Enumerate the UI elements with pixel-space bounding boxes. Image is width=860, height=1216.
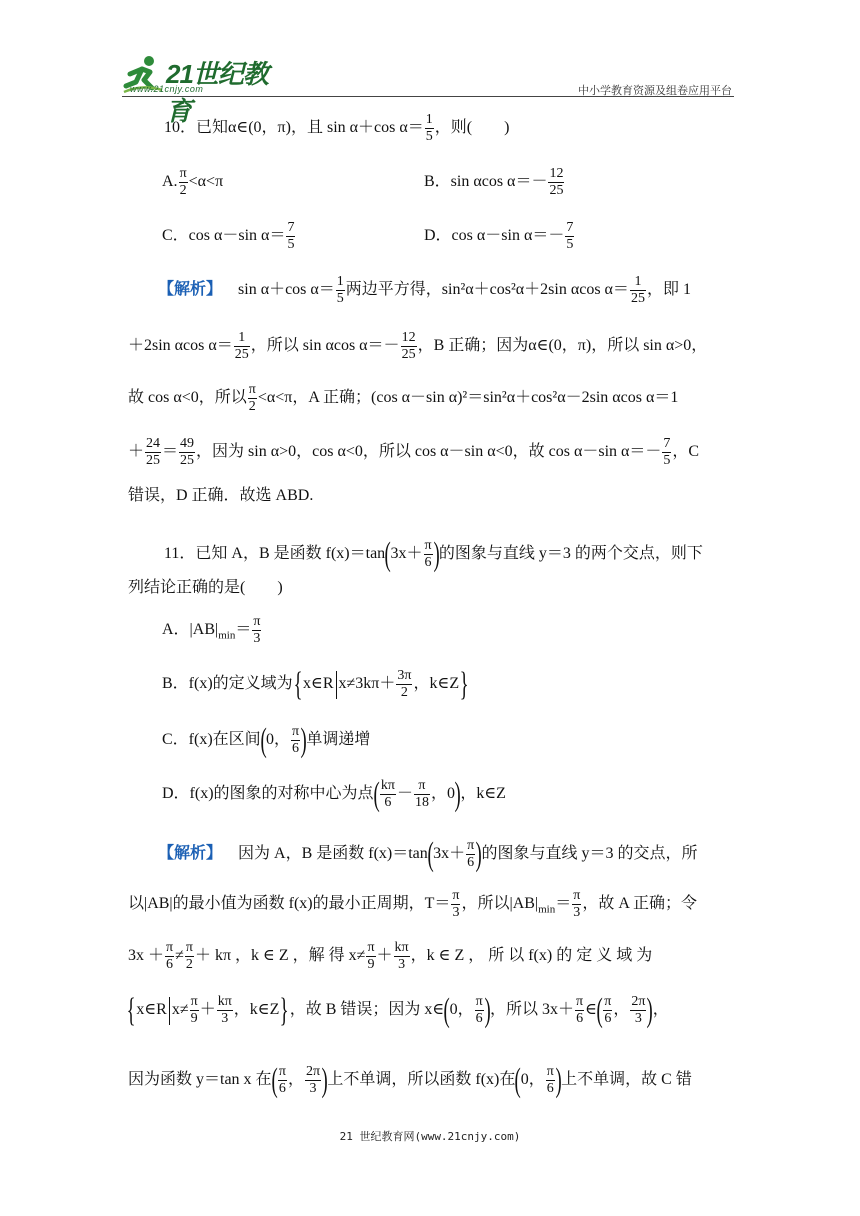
q10-option-d: D．cos α－sin α＝－ $\frac{7}{5}$ (424, 220, 574, 252)
fraction: $\frac{\pi}{6}$ (424, 538, 432, 570)
analysis11-line5: 因为函数 y＝tan x 在( $\frac{\pi}{6}$ ， $\frac{2\pi}{3}$ )上不单调，所以函数 f(x)在(0， $\frac{\pi}{6}$ )上不单调，故 C 错 (128, 1061, 692, 1099)
q11-stem-line1: 11．已知 A，B 是函数 f(x)＝tan(3x＋ $\frac{\pi}{6}$ )的图象与直线 y＝3 的两个交点，则下 (164, 535, 703, 573)
analysis10-line4: ＋ $\frac{24}{25}$ ＝ $\frac{49}{25}$ ，因为 sin α>0，cos α<0，所以 cos α－sin α<0，故 cos α－sin α＝－ $\frac{7}{5}$ ，C (128, 436, 700, 468)
analysis10-line1: 【解析】 sin α＋cos α＝ $\frac{1}{5}$ 两边平方得，sin²α＋cos²α＋2sin αcos α＝ $\frac{1}{25}$ ，即 1 (158, 274, 691, 306)
fraction: $\frac{\pi}{6}$ (278, 1064, 286, 1096)
analysis10-line5: 错误，D 正确．故选 ABD. (128, 487, 314, 504)
analysis11-line3: 3x ＋ $\frac{\pi}{6}$ ≠ $\frac{\pi}{2}$ ＋ kπ ，k ∈ Z ，解 得 x≠ $\frac{\pi}{9}$ ＋ $\frac{k\pi}{3}$ ，k ∈ Z ， 所 以 f(x) 的 定 义 域 为 (128, 940, 653, 972)
fraction: $\frac{1}{25}$ (630, 274, 645, 306)
fraction: $\frac{1}{5}$ (425, 112, 433, 144)
fraction: $\frac{\pi}{9}$ (367, 940, 375, 972)
fraction: $\frac{1}{5}$ (336, 274, 344, 306)
fraction: $\frac{\pi}{2}$ (185, 940, 193, 972)
fraction: $\frac{\pi}{3}$ (573, 888, 581, 920)
q11-option-c: C．f(x)在区间(0， $\frac{\pi}{6}$ )单调递增 (162, 721, 371, 759)
fraction: $\frac{3\pi}{2}$ (397, 668, 412, 700)
fraction: $\frac{\pi}{3}$ (452, 888, 460, 920)
q10-stem: 10．已知α∈(0，π)，且 sin α＋cos α＝ $\frac{1}{5}$ ，则( ) (164, 112, 510, 144)
fraction: $\frac{2\pi}{3}$ (305, 1064, 321, 1096)
logo-url: www.21cnjy.com (130, 84, 204, 94)
fraction: $\frac{12}{25}$ (401, 330, 416, 362)
analysis10-line2: ＋2sin αcos α＝ $\frac{1}{25}$ ，所以 sin αcos α＝－ $\frac{12}{25}$ ，B 正确；因为α∈(0，π)，所以 sin α>0， (128, 330, 708, 362)
fraction: $\frac{\pi}{6}$ (292, 724, 300, 756)
analysis-tag: 【解析】 (158, 845, 223, 863)
fraction: $\frac{k\pi}{3}$ (394, 940, 409, 972)
header-divider (122, 96, 734, 97)
q10-option-c: C．cos α－sin α＝ $\frac{7}{5}$ (162, 220, 295, 252)
q11-stem-line2: 列结论正确的是( ) (128, 579, 283, 596)
fraction: $\frac{7}{5}$ (663, 436, 671, 468)
fraction: $\frac{\pi}{6}$ (604, 994, 612, 1026)
fraction: $\frac{12}{25}$ (549, 166, 564, 198)
fraction: $\frac{\pi}{6}$ (546, 1064, 554, 1096)
analysis-tag: 【解析】 (158, 281, 223, 299)
analysis11-line1: 【解析】 因为 A，B 是函数 f(x)＝tan(3x＋ $\frac{\pi}{6}$ )的图象与直线 y＝3 的交点，所 (158, 835, 698, 873)
fraction: $\frac{\pi}{18}$ (414, 778, 429, 810)
fraction: $\frac{\pi}{3}$ (253, 614, 261, 646)
fraction: $\frac{24}{25}$ (146, 436, 161, 468)
q11-option-a: A．$|AB|_{min}=$ $\frac{\pi}{3}$ (162, 614, 261, 646)
analysis10-line3: 故 cos α<0，所以 $\frac{\pi}{2}$ <α<π，A 正确；(cos α－sin α)²＝sin²α＋cos²α－2sin αcos α＝1 (128, 382, 679, 414)
fraction: $\frac{\pi}{6}$ (166, 940, 174, 972)
fraction: $\frac{7}{5}$ (566, 220, 574, 252)
q10-option-a: A. $\frac{\pi}{2}$ <α<π (162, 166, 224, 198)
analysis11-line4: {x∈R x≠ $\frac{\pi}{9}$ ＋ $\frac{k\pi}{3}$ ，k∈Z}，故 B 错误；因为 x∈(0， $\frac{\pi}{6}$ )，所以 3x＋ $\frac{\pi}{6}$ ∈( $\frac{\pi}{6}$ ， $\frac{2\pi}{3}$ )， (126, 991, 669, 1029)
q11-option-b: B．f(x)的定义域为{x∈R x≠3kπ＋ $\frac{3\pi}{2}$ ，k∈Z} (162, 665, 469, 703)
page-footer: 21 世纪教育网(www.21cnjy.com) (339, 1130, 521, 1143)
fraction: $\frac{49}{25}$ (180, 436, 195, 468)
fraction: $\frac{\pi}{6}$ (475, 994, 483, 1026)
fraction: $\frac{2\pi}{3}$ (631, 994, 646, 1026)
fraction: $\frac{7}{5}$ (287, 220, 295, 252)
platform-name: 中小学教育资源及组卷应用平台 (578, 84, 732, 97)
fraction: $\frac{k\pi}{3}$ (217, 994, 232, 1026)
page-header (0, 0, 860, 126)
fraction: $\frac{\pi}{9}$ (190, 994, 198, 1026)
fraction: $\frac{\pi}{2}$ (179, 166, 187, 198)
fraction: $\frac{1}{25}$ (234, 330, 249, 362)
logo-text: 21世纪教育 (166, 59, 268, 126)
analysis11-line2: 以|AB|的最小值为函数 f(x)的最小正周期，T＝ $\frac{\pi}{3}$ ，所以$|AB|_{min}=$ $\frac{\pi}{3}$ ，故 A 正确；令 (128, 888, 698, 920)
fraction: $\frac{\pi}{6}$ (576, 994, 584, 1026)
q11-option-d: D．f(x)的图象的对称中心为点( $\frac{k\pi}{6}$ － $\frac{\pi}{18}$ ，0)，k∈Z (162, 775, 506, 813)
fraction: $\frac{\pi}{2}$ (248, 382, 256, 414)
fraction: $\frac{k\pi}{6}$ (380, 778, 395, 810)
q10-option-b: B．sin αcos α＝－ $\frac{12}{25}$ (424, 166, 564, 198)
fraction: $\frac{\pi}{6}$ (467, 838, 475, 870)
logo (122, 54, 292, 126)
